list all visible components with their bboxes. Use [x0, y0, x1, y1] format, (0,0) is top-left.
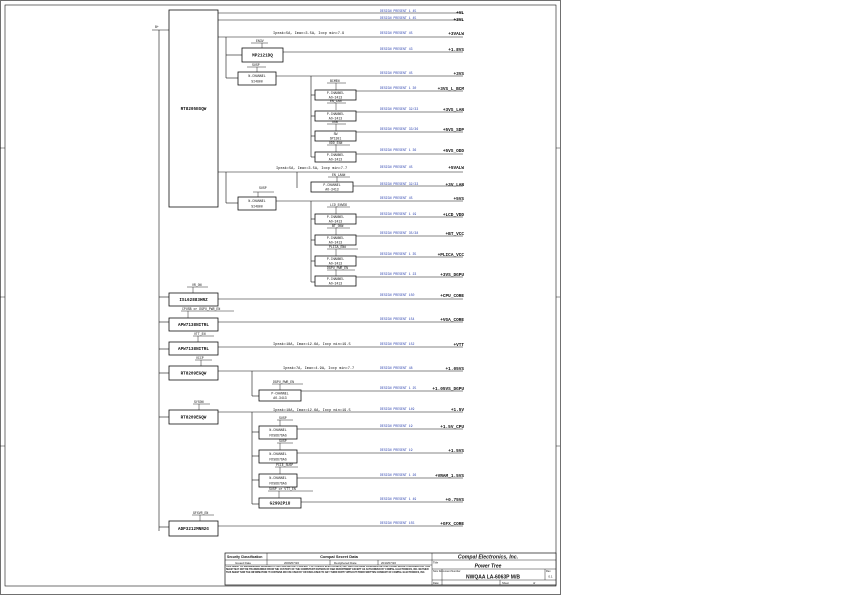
switch-bt: [315, 235, 356, 245]
document-number: NWQAA LA-6063P M/B: [466, 574, 520, 581]
rail-page: DESIGN PRESENT 35/38: [380, 231, 419, 235]
rail-label: +VTT: [453, 343, 464, 348]
signal-label: USB: [332, 120, 338, 124]
switch-part: FDS6676AS: [269, 433, 287, 438]
current-note: Ipeak=7A, Imax=4.9A, Iocp min=7.7: [283, 367, 355, 371]
rail-labels: [432, 11, 464, 527]
chip-isl62883: [169, 293, 218, 306]
rail-label: +1.8VS: [448, 48, 464, 53]
rail-label: +1.05VS: [445, 367, 464, 372]
rail-page: DESIGN PRESENT 1 30: [380, 86, 417, 90]
signal-label: CPUSB or DGPU_PWR_EN: [182, 307, 221, 311]
switch-label: N-CHANNEL: [269, 428, 287, 432]
rail-page: DESIGN PRESENT 150: [380, 293, 415, 297]
chip-label: RT8209EGQW: [180, 371, 207, 377]
rail-label: +5VALW: [448, 166, 464, 171]
switch-part: AO-3413: [328, 281, 343, 286]
rail-page: DESIGN PRESENT 1 36: [380, 148, 417, 152]
signal-label: GFXVR_EN: [193, 511, 209, 515]
rail-page: DESIGN PRESENT 45: [380, 165, 413, 169]
rail-label: +VRAM_1.5VS: [435, 474, 464, 479]
rail-label: +3VS_DGPU: [440, 273, 464, 278]
secret-label: Compal Secret Data: [320, 554, 358, 559]
chip-g2992: [259, 498, 301, 508]
rail-label: +1.5V_CPU: [440, 425, 464, 430]
rail-page: DESIGN PRESENT 1 45: [380, 16, 417, 20]
revision: 0.1: [548, 574, 553, 579]
rail-label: +VL: [456, 11, 464, 16]
switch-label: SW: [333, 132, 338, 136]
deciphered-date: 2010/07/20: [381, 561, 397, 565]
switch-vram: [259, 474, 297, 487]
rail-label: +3VL: [453, 18, 464, 23]
switch-105-dgpu: [259, 390, 301, 401]
rail-label: +3VS: [453, 72, 464, 77]
rail-label: +BT_VCC: [445, 232, 464, 237]
switch-part: AO-3413: [328, 219, 343, 224]
issued-date: 2009/07/20: [284, 561, 300, 565]
switch-part: AO-3413: [328, 240, 343, 245]
sheet-of-label: of: [533, 581, 536, 585]
switch-label: N-CHANNEL: [269, 452, 287, 456]
rail-page: DESIGN PRESENT 43: [380, 47, 413, 51]
signal-label: SUSP: [259, 186, 267, 190]
chip-rt8205: [169, 10, 218, 207]
rail-label: +5VS_ODD: [442, 149, 464, 154]
signal-label: BT_ON#: [332, 224, 344, 228]
rail-label: +PLICA_VCC: [437, 253, 464, 258]
current-note: Ipeak=18A, Imax=12.6A, Iocp min=19.5: [273, 343, 351, 347]
switch-label: P-CHANNEL: [326, 215, 345, 219]
switch-si4800-b: [238, 197, 276, 210]
switch-sdp: [315, 131, 356, 141]
rail-page: DESIGN PRESENT 1 19: [380, 212, 417, 216]
chip-label: G2992P1U: [269, 501, 291, 507]
chip-apw7138-a: [169, 318, 218, 331]
rail-label: +3VALW: [448, 32, 464, 37]
rail-page: DESIGN PRESENT 1 45: [380, 9, 417, 13]
current-note: Ipeak=18A, Imax=12.6A, Iocp min=19.5: [273, 409, 351, 413]
switch-label: P-CHANNEL: [271, 391, 289, 396]
signal-label: SUSP: [279, 416, 287, 420]
chip-label: APW7138NITRL: [178, 347, 209, 352]
signal-label: PCIE_SUSP: [276, 463, 294, 467]
switch-part: AO-3413: [273, 396, 287, 400]
rail-page-refs: [380, 9, 418, 525]
signal-label: EN_LAN: [330, 99, 342, 103]
signal-label: VCCP: [196, 356, 204, 360]
switch-odd: [315, 152, 356, 162]
signal-label: LCD_ENVDD: [330, 203, 348, 207]
switch-part: SP1301: [329, 136, 342, 141]
signal-label: EN3V: [256, 39, 264, 43]
rail-label: +LCD_VDD: [442, 213, 464, 218]
rail-page: DESIGN PRESENT 33/36: [380, 127, 419, 131]
rail-label: +0.75VS: [445, 498, 464, 503]
signal-label: SYSON: [194, 400, 204, 404]
switch-dgpu: [315, 276, 356, 286]
switch-label: P-CHANNEL: [326, 112, 345, 116]
switch-part: SI4800: [251, 79, 263, 84]
signal-label: SUSP: [252, 63, 260, 67]
switch-part: FDS6676AS: [269, 481, 287, 486]
switch-label: N-CHANNEL: [248, 74, 266, 78]
rail-page: DESIGN PRESENT 45: [380, 71, 413, 75]
legal-notice-box: [226, 566, 431, 585]
security-classification: Security Classification: [227, 555, 263, 559]
rail-page: DESIGN PRESENT 19: [380, 424, 413, 428]
rail-label: +3VS_L_BCM: [437, 87, 464, 92]
switch-label: P-CHANNEL: [326, 153, 345, 157]
rail-page: DESIGN PRESENT 1 25: [380, 386, 417, 390]
title-block: [225, 553, 556, 585]
rail-page: DESIGN PRESENT 1 23: [380, 272, 417, 276]
date-label: Date:: [433, 581, 440, 585]
switch-label: N-CHANNEL: [269, 476, 287, 480]
signal-label: EN_LAN#: [332, 173, 346, 177]
sheet-label: Sheet: [502, 581, 509, 585]
switch-15-cpu: [259, 426, 297, 439]
rail-page: DESIGN PRESENT 154: [380, 317, 415, 321]
switch-label: P-CHANNEL: [326, 236, 345, 240]
issued-date-label: Issued Date: [235, 561, 252, 565]
rail-label: +1.5V: [450, 408, 464, 413]
switch-label: N-CHANNEL: [248, 199, 266, 203]
rail-page: DESIGN PRESENT 155: [380, 521, 415, 525]
switch-part: AO-3413: [328, 157, 343, 162]
current-note: Ipeak=5A, Imax=3.5A, Iocp min=7.9: [273, 32, 345, 36]
signal-label: SUSP: [279, 439, 287, 443]
switch-3v-lan: [311, 182, 353, 192]
rail-label: +CPU_CORE: [440, 294, 464, 299]
rail-page: DESIGN PRESENT 48: [380, 366, 413, 370]
sheet-title: Power Tree: [474, 563, 502, 570]
legal-notice: THIS SHEET OF ENGINEERING DRAWING IS THE PROPRIETARY PROPERTY OF COMPAL ELECTRONICS, INC. AND CONTAINS CONFIDENTIAL AND TRADE SECRET INFORMATION. THIS SHEET MAY NOT BE TRANSFERRED FROM THE CUSTODY OF THE COMPETENT DIVISION OF R&D DEPARTMENT EXCEPT AS AUTHORIZED BY COMPAL ELECTRONICS, INC. NEITHER THIS SHEET NOR THE INFORMATION IT CONTAINS MAY BE USED BY OR DISCLOSED TO ANY THIRD PARTY WITHOUT PRIOR WRITTEN CONSENT OF COMPAL ELECTRONICS, INC.: [226, 566, 431, 574]
chip-mp2121: [242, 48, 283, 62]
chip-label: RT8209EGQW: [180, 415, 207, 421]
switch-15-vs: [259, 450, 297, 463]
signal-label: DGPU_PWR_EN: [273, 380, 295, 384]
title-label: Title: [433, 560, 439, 565]
rail-page: DESIGN PRESENT 1 49: [380, 497, 417, 501]
switch-si4800-a: [238, 72, 276, 85]
chip-label: ISL62883HRZ: [179, 298, 208, 303]
switch-label: P-CHANNEL: [323, 183, 341, 187]
switch-part: SI4800: [251, 204, 263, 209]
rail-page: DESIGN PRESENT 1 26: [380, 473, 417, 477]
rail-label: +5VS: [453, 197, 464, 202]
signal-label: VR_ON: [192, 283, 202, 287]
rail-label: +3V_LAN: [445, 183, 464, 188]
switch-label: P-CHANNEL: [326, 91, 345, 95]
rail-page: DESIGN PRESENT 32/33: [380, 107, 419, 111]
switch-label: P-CHANNEL: [326, 277, 345, 281]
chip-label: RT8205EGQW: [180, 107, 207, 112]
rail-page: DESIGN PRESENT 152: [380, 342, 415, 346]
signal-label: VTT_EN: [194, 332, 206, 336]
switch-part: AO-3413: [328, 116, 343, 121]
chip-adp3212: [169, 521, 218, 536]
switch-part: FDS6676AS: [269, 457, 287, 462]
switch-label: P-CHANNEL: [326, 257, 345, 261]
rail-page: DESIGN PRESENT 1 35: [380, 252, 417, 256]
chip-label: APW7138NITRL: [178, 323, 209, 328]
deciphered-date-label: Deciphered Date: [334, 561, 357, 565]
signal-label: ODD_EN#: [329, 141, 343, 145]
rail-page: DESIGN PRESENT 19: [380, 448, 413, 452]
rail-label: +1.5VS: [448, 449, 464, 454]
rail-label: +5VS_SDP: [442, 128, 464, 133]
switch-part: AO-3413: [328, 261, 343, 266]
switch-part: AO-3413: [325, 187, 339, 192]
rail-page: DESIGN PRESENT 149: [380, 407, 415, 411]
chip-rt8209-b: [169, 410, 218, 424]
chip-apw7138-b: [169, 342, 218, 355]
rail-label: +3VS_LAN: [442, 108, 464, 113]
switch-lcd: [315, 214, 356, 224]
rail-label: +1.05VS_DGPU: [432, 387, 464, 392]
signal-label: BCMEN: [330, 79, 340, 83]
company-name: Compal Electronics, Inc.: [457, 554, 519, 561]
switch-plica: [315, 256, 356, 266]
b-plus-label: B+: [155, 25, 159, 29]
rail-page: DESIGN PRESENT 45: [380, 196, 413, 200]
document-number-label: Size Document Number: [433, 570, 461, 573]
rail-page: DESIGN PRESENT 32/33: [380, 182, 419, 186]
rail-label: +GFX_CORE: [440, 522, 464, 527]
rail-label: +VGA_CORE: [440, 318, 464, 323]
rail-page: DESIGN PRESENT 45: [380, 31, 413, 35]
chip-label: MP2121DQ: [252, 53, 273, 59]
current-note: Ipeak=5A, Imax=3.5A, Iocp min=7.7: [276, 167, 348, 171]
signal-label: DGPU_PWR_EN: [327, 266, 349, 270]
signal-label: PLICA_EN#: [329, 245, 347, 249]
switch-part: AO-3413: [328, 95, 343, 100]
chip-rt8209-a: [169, 366, 218, 380]
signal-label: SUSP or VTT_EN: [269, 487, 296, 491]
revision-label: Rev: [546, 570, 551, 573]
chip-label: ADP3212MNR2G: [178, 527, 209, 532]
